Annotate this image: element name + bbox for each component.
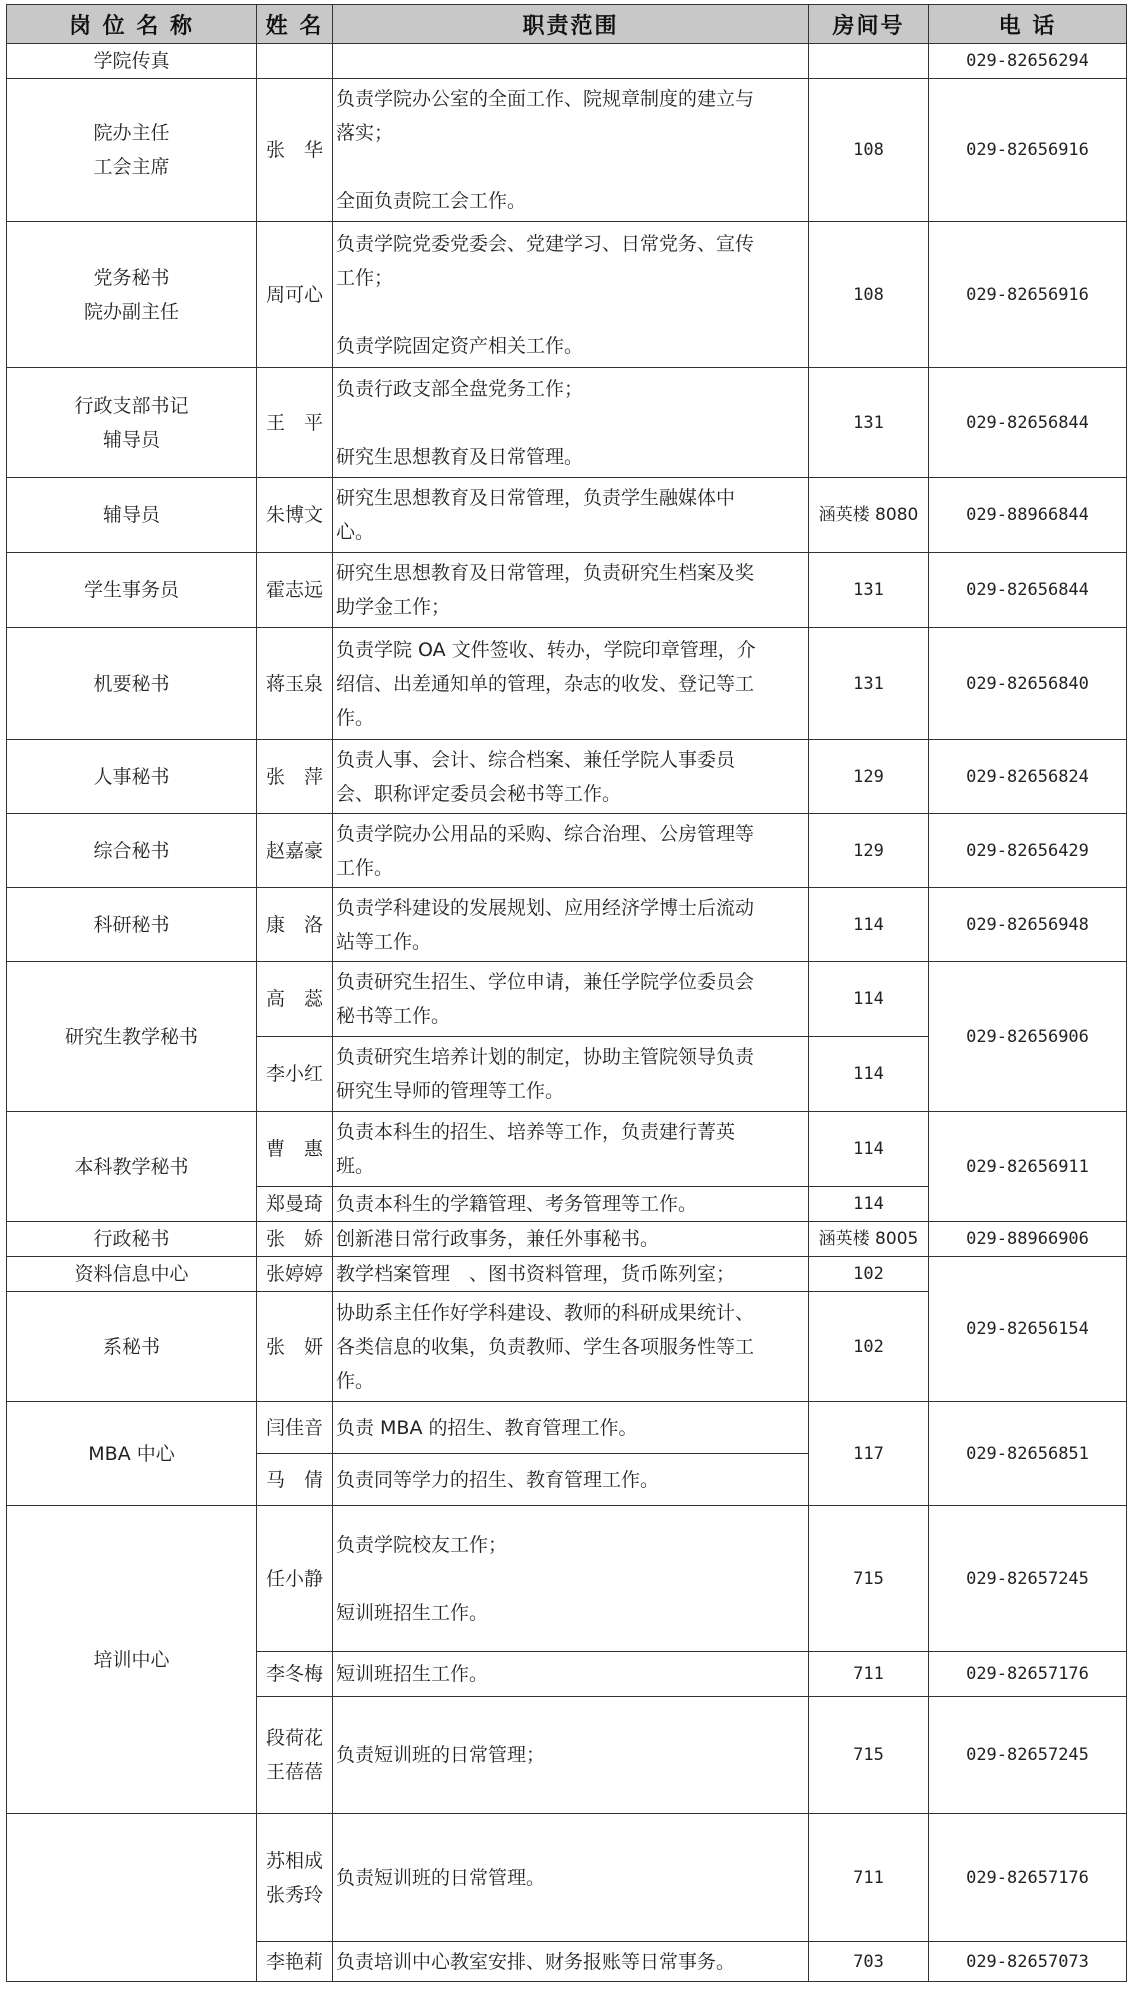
- phone-cell: 029-82656948: [929, 888, 1127, 962]
- phone-cell: 029-88966844: [929, 478, 1127, 553]
- role-cell: 人事秘书: [7, 740, 257, 814]
- duty-line: 研究生思想教育及日常管理，负责研究生档案及奖: [336, 562, 755, 584]
- role-cell: [7, 1814, 257, 1942]
- name-cell: [257, 44, 333, 79]
- role-text: 辅导员: [102, 428, 160, 451]
- duty-cell: [333, 814, 809, 888]
- role-cell: 本科教学秘书: [7, 1112, 257, 1222]
- duty-line: 负责学院党委党委会、党建学习、日常党务、宣传: [336, 232, 755, 255]
- name-cell: 李小红: [257, 1037, 333, 1112]
- phone-cell: 029-82656851: [929, 1402, 1127, 1506]
- room-cell: 114: [809, 1037, 929, 1112]
- phone-cell: 029-82656906: [929, 962, 1127, 1112]
- duty-line: 助学金工作；: [336, 596, 451, 618]
- duty-cell: [333, 44, 809, 79]
- table-row: [7, 222, 1127, 368]
- phone-cell: 029-82657073: [929, 1942, 1127, 1982]
- phone-cell: 029-82656916: [929, 222, 1127, 368]
- role-cell: 研究生教学秘书: [7, 962, 257, 1112]
- duty-cell: [333, 222, 809, 368]
- phone-cell: 029-82656294: [929, 44, 1127, 79]
- name-text: 王蓓蓓: [265, 1761, 323, 1783]
- duty-cell: 负责同等学力的招生、教育管理工作。: [333, 1454, 809, 1506]
- duty-line: 班。: [336, 1155, 375, 1177]
- duty-cell: [333, 368, 809, 478]
- duty-cell: [333, 962, 809, 1037]
- phone-cell: 029-82656154: [929, 1257, 1127, 1402]
- table-row: [7, 1506, 1127, 1652]
- role-cell: [7, 368, 257, 478]
- table-row: [7, 1112, 1127, 1187]
- duty-cell: [333, 79, 809, 222]
- duty-cell: [333, 478, 809, 553]
- duty-cell: [333, 1292, 809, 1402]
- duty-line: 绍信、出差通知单的管理，杂志的收发、登记等工: [336, 672, 755, 695]
- phone-cell: 029-82657245: [929, 1697, 1127, 1814]
- table-row: [7, 888, 1127, 962]
- staff-directory-sheet: [6, 4, 1127, 1982]
- room-cell: 102: [809, 1257, 929, 1292]
- duty-cell: [333, 740, 809, 814]
- duty-line: 负责学院固定资产相关工作。: [336, 334, 584, 357]
- duty-cell: 负责培训中心教室安排、财务报账等日常事务。: [333, 1942, 809, 1982]
- name-cell: 闫佳音: [257, 1402, 333, 1454]
- name-cell: 王 平: [257, 368, 333, 478]
- duty-line: 研究生思想教育及日常管理。: [336, 445, 584, 468]
- room-cell: 129: [809, 814, 929, 888]
- duty-line: 协助系主任作好学科建设、教师的科研成果统计、: [336, 1301, 755, 1324]
- duty-cell: 负责短训班的日常管理；: [333, 1697, 809, 1814]
- room-cell: 131: [809, 553, 929, 628]
- name-cell: 张 萍: [257, 740, 333, 814]
- room-cell: 102: [809, 1292, 929, 1402]
- role-text: 院办主任: [93, 122, 170, 144]
- duty-cell: 负责 MBA 的招生、教育管理工作。: [333, 1402, 809, 1454]
- role-cell: 行政秘书: [7, 1222, 257, 1257]
- role-cell: [7, 79, 257, 222]
- role-cell: 学生事务员: [7, 553, 257, 628]
- name-cell: 张婷婷: [257, 1257, 333, 1292]
- duty-line: 短训班招生工作。: [336, 1601, 489, 1624]
- header-phone: 电 话: [929, 5, 1127, 44]
- name-cell: 蒋玉泉: [257, 628, 333, 740]
- table-row: [7, 962, 1127, 1037]
- role-cell: MBA 中心: [7, 1402, 257, 1506]
- duty-cell: [333, 1112, 809, 1187]
- table-row: [7, 814, 1127, 888]
- duty-line: 心。: [336, 521, 375, 543]
- room-cell: 703: [809, 1942, 929, 1982]
- header-name: 姓 名: [257, 5, 333, 44]
- room-cell: 715: [809, 1697, 929, 1814]
- role-text: 工会主席: [93, 156, 170, 178]
- table-row: [7, 1814, 1127, 1942]
- table-row: [7, 368, 1127, 478]
- phone-cell: 029-82657245: [929, 1506, 1127, 1652]
- duty-line: 落实；: [336, 122, 394, 144]
- role-cell: 综合秘书: [7, 814, 257, 888]
- role-cell: [7, 222, 257, 368]
- name-cell: 康 洛: [257, 888, 333, 962]
- duty-cell: 创新港日常行政事务，兼任外事秘书。: [333, 1222, 809, 1257]
- table-row: [7, 79, 1127, 222]
- role-cell: [7, 1942, 257, 1982]
- room-cell: 129: [809, 740, 929, 814]
- staff-directory-table: [6, 4, 1127, 1982]
- room-cell: 711: [809, 1652, 929, 1697]
- phone-cell: 029-82656824: [929, 740, 1127, 814]
- duty-cell: [333, 628, 809, 740]
- duty-cell: 教学档案管理 、图书资料管理，货币陈列室；: [333, 1257, 809, 1292]
- room-cell: 114: [809, 1187, 929, 1222]
- phone-cell: 029-82656844: [929, 553, 1127, 628]
- table-row: [7, 1942, 1127, 1982]
- room-cell: 114: [809, 962, 929, 1037]
- duty-line: 负责学院办公室的全面工作、院规章制度的建立与: [336, 88, 755, 110]
- room-cell: 涵英楼 8080: [809, 478, 929, 553]
- name-cell: 朱博文: [257, 478, 333, 553]
- duty-cell: [333, 888, 809, 962]
- duty-cell: 负责短训班的日常管理。: [333, 1814, 809, 1942]
- name-cell: 张 华: [257, 79, 333, 222]
- name-cell: 曹 惠: [257, 1112, 333, 1187]
- name-cell: [257, 1814, 333, 1942]
- role-cell: 培训中心: [7, 1506, 257, 1814]
- phone-cell: 029-82656911: [929, 1112, 1127, 1222]
- header-room: 房间号: [809, 5, 929, 44]
- table-row: [7, 1222, 1127, 1257]
- duty-cell: [333, 1506, 809, 1652]
- role-text: 行政支部书记: [74, 394, 189, 417]
- room-cell: 117: [809, 1402, 929, 1506]
- table-row: [7, 628, 1127, 740]
- duty-line: 工作。: [336, 856, 394, 879]
- header-role: 岗 位 名 称: [7, 5, 257, 44]
- duty-line: 工作；: [336, 266, 394, 289]
- duty-line: 负责人事、会计、综合档案、兼任学院人事委员: [336, 748, 736, 771]
- role-cell: 资料信息中心: [7, 1257, 257, 1292]
- room-cell: 711: [809, 1814, 929, 1942]
- duty-line: 会、职称评定委员会秘书等工作。: [336, 782, 622, 805]
- duty-line: 负责本科生的招生、培养等工作，负责建行菁英: [336, 1121, 736, 1143]
- duty-line: 负责研究生招生、学位申请，兼任学院学位委员会: [336, 971, 755, 993]
- name-cell: 霍志远: [257, 553, 333, 628]
- role-text: 党务秘书: [93, 266, 170, 289]
- role-cell: 系秘书: [7, 1292, 257, 1402]
- duty-line: 负责学院办公用品的采购、综合治理、公房管理等: [336, 822, 755, 845]
- duty-cell: [333, 1037, 809, 1112]
- duty-line: 秘书等工作。: [336, 1005, 451, 1027]
- name-text: 张秀玲: [265, 1883, 323, 1906]
- name-cell: 张 娇: [257, 1222, 333, 1257]
- phone-cell: 029-82656429: [929, 814, 1127, 888]
- duty-line: 站等工作。: [336, 930, 432, 953]
- name-cell: 张 妍: [257, 1292, 333, 1402]
- duty-line: 负责学院 OA 文件签收、转办，学院印章管理，介: [336, 638, 756, 661]
- table-row: [7, 1402, 1127, 1454]
- table-row: [7, 1257, 1127, 1292]
- room-cell: 715: [809, 1506, 929, 1652]
- name-text: 苏相成: [265, 1849, 323, 1872]
- duty-line: 作。: [336, 706, 375, 729]
- role-cell: 机要秘书: [7, 628, 257, 740]
- duty-cell: 负责本科生的学籍管理、考务管理等工作。: [333, 1187, 809, 1222]
- room-cell: 108: [809, 79, 929, 222]
- role-text: 院办副主任: [83, 300, 179, 323]
- phone-cell: 029-88966906: [929, 1222, 1127, 1257]
- name-cell: 赵嘉豪: [257, 814, 333, 888]
- role-cell: 科研秘书: [7, 888, 257, 962]
- room-cell: [809, 44, 929, 79]
- duty-cell: [333, 553, 809, 628]
- table-row: [7, 478, 1127, 553]
- table-row: [7, 553, 1127, 628]
- room-cell: 131: [809, 368, 929, 478]
- phone-cell: 029-82657176: [929, 1814, 1127, 1942]
- header-row: [7, 5, 1127, 44]
- role-cell: 学院传真: [7, 44, 257, 79]
- phone-cell: 029-82656840: [929, 628, 1127, 740]
- phone-cell: 029-82657176: [929, 1652, 1127, 1697]
- duty-line: 负责研究生培养计划的制定，协助主管院领导负责: [336, 1046, 755, 1068]
- name-cell: 周可心: [257, 222, 333, 368]
- room-cell: 涵英楼 8005: [809, 1222, 929, 1257]
- duty-cell: 短训班招生工作。: [333, 1652, 809, 1697]
- room-cell: 131: [809, 628, 929, 740]
- duty-line: 负责学科建设的发展规划、应用经济学博士后流动: [336, 896, 755, 919]
- name-text: 段荷花: [265, 1727, 323, 1749]
- name-cell: 马 倩: [257, 1454, 333, 1506]
- room-cell: 114: [809, 1112, 929, 1187]
- table-row: [7, 44, 1127, 79]
- role-cell: 辅导员: [7, 478, 257, 553]
- name-cell: [257, 1697, 333, 1814]
- duty-line: 全面负责院工会工作。: [336, 190, 527, 212]
- header-duty: 职责范围: [333, 5, 809, 44]
- duty-line: 负责行政支部全盘党务工作；: [336, 377, 584, 400]
- duty-line: 负责学院校友工作；: [336, 1533, 508, 1556]
- room-cell: 108: [809, 222, 929, 368]
- table-row: [7, 740, 1127, 814]
- duty-line: 研究生思想教育及日常管理，负责学生融媒体中: [336, 487, 736, 509]
- duty-line: 研究生导师的管理等工作。: [336, 1080, 565, 1102]
- phone-cell: 029-82656844: [929, 368, 1127, 478]
- name-cell: 任小静: [257, 1506, 333, 1652]
- name-cell: 郑曼琦: [257, 1187, 333, 1222]
- duty-line: 作。: [336, 1369, 375, 1392]
- name-cell: 李冬梅: [257, 1652, 333, 1697]
- name-cell: 高 蕊: [257, 962, 333, 1037]
- name-cell: 李艳莉: [257, 1942, 333, 1982]
- phone-cell: 029-82656916: [929, 79, 1127, 222]
- room-cell: 114: [809, 888, 929, 962]
- duty-line: 各类信息的收集，负责教师、学生各项服务性等工: [336, 1335, 755, 1358]
